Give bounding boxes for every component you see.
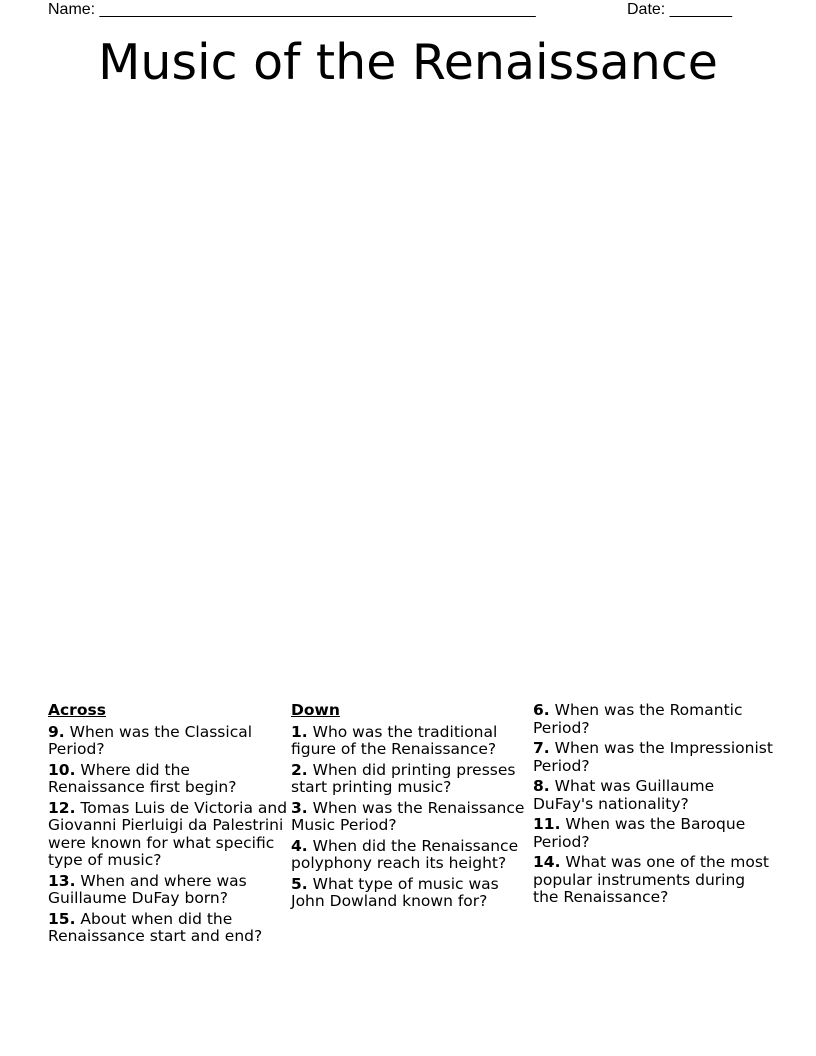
name-date-line [48,0,748,20]
name-field-label: Name: _________________________________________________ [48,1,536,18]
clue-item: 9. When was the Classical Period? [48,722,253,758]
across-heading: Across [48,701,106,719]
clue-item: 12. Tomas Luis de Victoria and Giovanni Pierluigi da Palestrini were known for what specific type of music? [48,798,288,869]
clue-item: 10. Where did the Renaissance first begin? [48,760,237,796]
clue-item: 5. What type of music was John Dowland known for? [291,874,499,910]
clue-item: 1. Who was the traditional figure of the Renaissance? [291,722,498,758]
clue-item: 7. When was the Impressionist Period? [533,739,773,775]
clue-item: 2. When did printing presses start printing music? [291,760,516,796]
clue-item: 11. When was the Baroque Period? [533,815,746,851]
clue-item: 4. When did the Renaissance polyphony reach its height? [291,836,519,872]
clue-item: 8. What was Guillaume DuFay's nationality? [533,777,715,813]
worksheet-title: Music of the Renaissance [98,34,718,91]
across-clues-column [48,702,288,949]
date-field-label: Date: _______ [627,1,732,18]
down-clues-column [291,702,531,914]
down-clues-continued-column [533,702,773,910]
clue-item: 6. When was the Romantic Period? [533,701,743,737]
clue-item: 3. When was the Renaissance Music Period? [291,798,525,834]
down-heading: Down [291,701,340,719]
crossword-grid-area [48,110,768,690]
clue-item: 14. What was one of the most popular instruments during the Renaissance? [533,853,769,906]
clue-item: 13. When and where was Guillaume DuFay born? [48,871,247,907]
clue-item: 15. About when did the Renaissance start and end? [48,909,263,945]
